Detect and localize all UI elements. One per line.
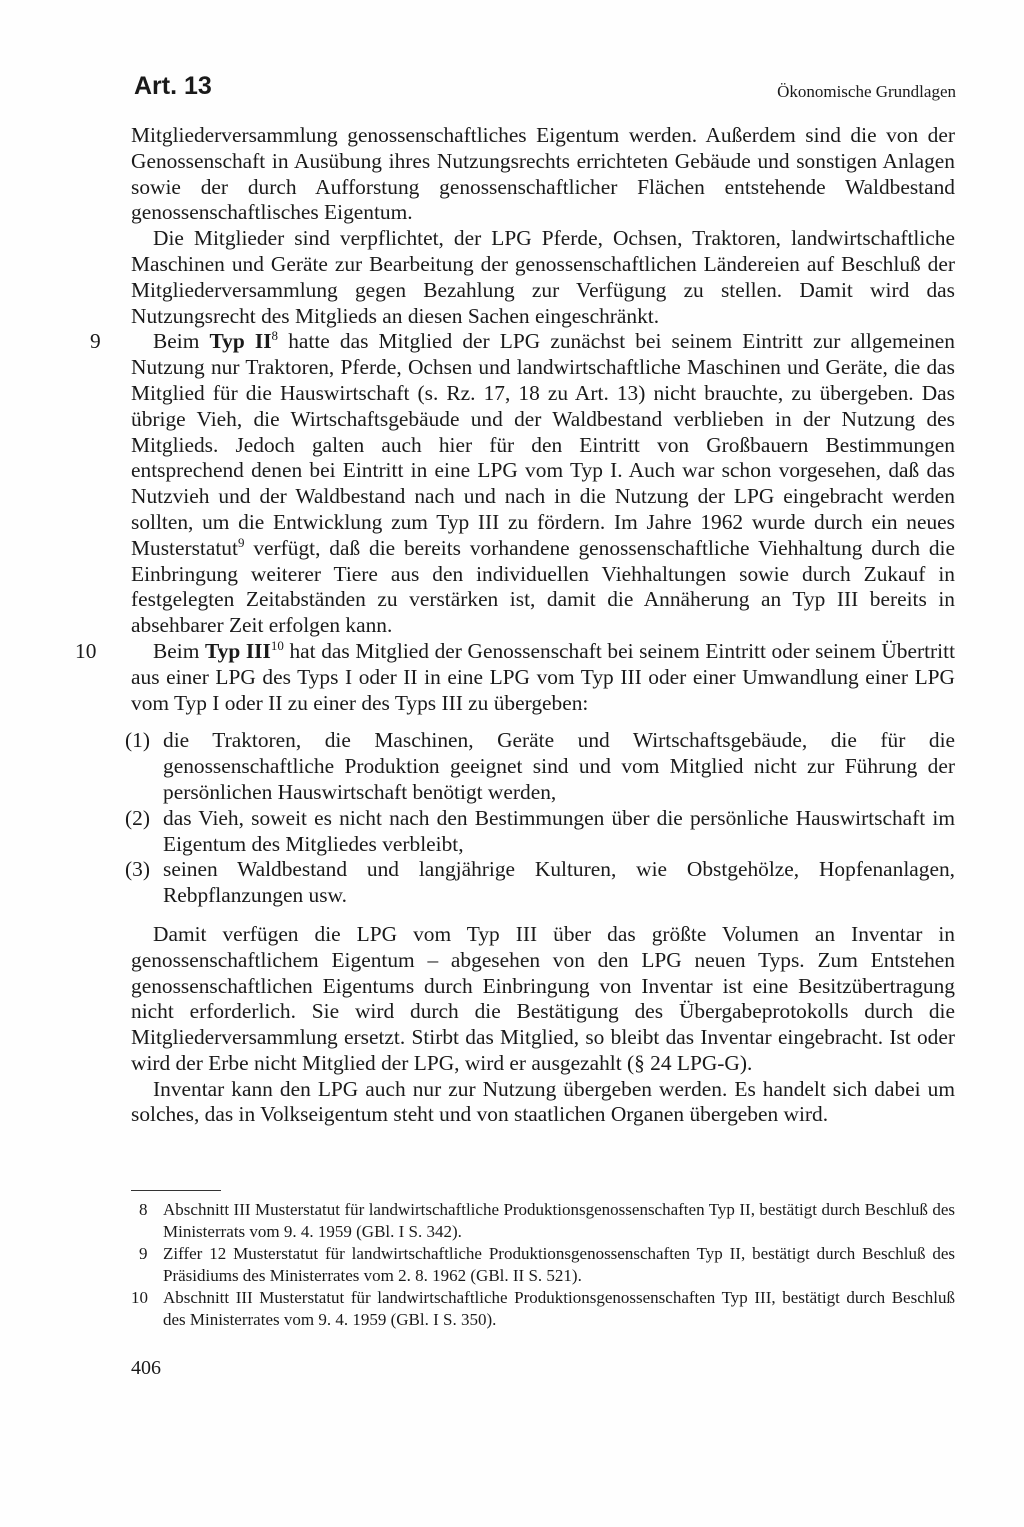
article-heading: Art. 13 — [134, 72, 212, 100]
paragraph-10-text: hat das Mitglied der Genossenschaft bei seinem Eintritt oder seinem Übertritt aus einer LPG des Typs I oder II in eine LPG vom Typ III oder einer Umwandlung einer LPG vom Typ I oder II zu einer des Typs III zu übergeben: — [131, 638, 956, 715]
footnote-ref-8: 8 — [271, 328, 279, 344]
footnote-text: Ziffer 12 Musterstatut für landwirtschaftliche Produktionsgenossenschaften Typ II, bestätigt durch Beschluß des Präsidiums des Ministerrates vom 2. 8. 1962 (GBl. II S. 521). — [163, 1244, 955, 1285]
list-item-number: (2) — [125, 805, 150, 830]
paragraph-10 — [75, 637, 956, 716]
list-item-number: (1) — [125, 728, 150, 753]
footnote-divider — [131, 1190, 221, 1191]
footnote-10 — [131, 1287, 955, 1331]
footnotes — [131, 1190, 955, 1331]
page-number: 406 — [131, 1357, 161, 1379]
list-item-text: seinen Waldbestand und langjährige Kulturen, wie Obstgehölze, Hopfenanlagen, Rebpflanzungen usw. — [163, 857, 955, 908]
running-head: Ökonomische Grundlagen — [777, 82, 956, 101]
footnote-text: Abschnitt III Musterstatut für landwirtschaftliche Produktionsgenossenschaften Typ III, bestätigt durch Beschluß des Ministerrates vom 9. 4. 1959 (GBl. I S. 350). — [163, 1288, 955, 1329]
paragraph-9-lead: Beim — [153, 329, 200, 354]
footnote-number: 10 — [131, 1288, 148, 1307]
footnote-number: 9 — [139, 1244, 148, 1263]
list-item — [125, 857, 955, 909]
paragraph-continuation: Mitgliederversammlung genossenschaftliches Eigentum werden. Außerdem sind die von der Genossenschaft in Ausübung ihres Nutzungsrechts errichteten Gebäude und sonstigen Anlagen sowie der durch Aufforstung genossenschaftlicher Flächen entstehende Waldbestand genossenschaftlisches Eigentum. — [131, 123, 955, 225]
footnote-number: 8 — [139, 1200, 148, 1219]
list-item — [125, 728, 955, 805]
margin-number-9: 9 — [90, 329, 101, 354]
footnote-8 — [131, 1199, 955, 1243]
paragraph-10-lead: Beim — [153, 638, 200, 663]
paragraph-9-term: Typ II — [209, 329, 272, 354]
paragraph-inventory: Inventar kann den LPG auch nur zur Nutzung übergeben werden. Es handelt sich dabei um solches, das in Volkseigentum steht und von staatlichen Organen übergeben wird. — [131, 1076, 955, 1127]
margin-number-10: 10 — [75, 638, 97, 663]
paragraph-9-text-2: verfügt, daß die bereits vorhandene genossenschaftliche Viehhaltung durch die Einbringung weiterer Tiere aus den individuellen Viehhaltungen sowie durch Zukauf in festgelegten Zeitabständen zu verstärken ist, damit die Annäherung an Typ III bereits in absehbarer Zeit erfolgen kann. — [131, 535, 955, 638]
paragraph-volume: Damit verfügen die LPG vom Typ III über das größte Volumen an Inventar in genossenschaftlichem Eigentum – abgesehen von den LPG neuen Typs. Zum Entstehen genossenschaftlichen Eigentums durch Einbringung von Inventar ist eine Besitzübertragung nicht erforderlich. Sie wird durch die Bestätigung des Übergabeprotokolls durch die Mitgliederversammlung ersetzt. Stirbt das Mitglied, so bleibt das Inventar eingebracht. Ist oder wird der Erbe nicht Mitglied der LPG, wird er ausgezahlt (§ 24 LPG-G). — [131, 921, 955, 1075]
paragraph-9-text: hatte das Mitglied der LPG zunächst bei seinem Eintritt zur allgemeinen Nutzung nur Traktoren, Pferde, Ochsen und landwirtschaftliche Maschinen und Geräte, die das Mitglied für die Hauswirtschaft (s. Rz. 17, 18 zu Art. 13) nicht brauchte, zu übergeben. Das übrige Vieh, die Wirtschaftsgebäude und der Waldbestand verblieben in der Nutzung des Mitglieds. Jedoch galten auch hier für den Eintritt von Großbauern Bestimmungen entsprechend denen bei Eintritt in eine LPG vom Typ I. Auch war schon vorgesehen, daß das Nutzvieh und der Waldbestand nach und nach in die Nutzung der LPG eingebracht werden sollten, um die Entwicklung zum Typ III zu fördern. Im Jahre 1962 wurde durch ein neues Musterstatut — [131, 329, 955, 560]
paragraph-9 — [90, 328, 955, 639]
paragraph-10-term: Typ III — [204, 638, 271, 663]
footnote-text: Abschnitt III Musterstatut für landwirtschaftliche Produktionsgenossenschaften Typ II, bestätigt durch Beschluß des Ministerrats vom 9. 4. 1959 (GBl. I S. 342). — [163, 1200, 955, 1241]
list-item-text: das Vieh, soweit es nicht nach den Bestimmungen über die persönliche Hauswirtschaft im Eigentum des Mitgliedes verbleibt, — [163, 805, 955, 856]
footnote-ref-9: 9 — [237, 534, 245, 550]
footnote-ref-10: 10 — [270, 637, 284, 653]
list-item-number: (3) — [125, 857, 150, 882]
list-item-text: die Traktoren, die Maschinen, Geräte und Wirtschaftsgebäude, die für die genossenschaftliche Produktion geeignet sind und vom Mitglied nicht zur Führung der persönlichen Hauswirtschaft benötigt werden, — [163, 728, 955, 804]
transfer-list — [125, 728, 955, 909]
footnote-9 — [131, 1243, 955, 1287]
list-item — [125, 805, 955, 858]
paragraph-members: Die Mitglieder sind verpflichtet, der LPG Pferde, Ochsen, Traktoren, landwirtschaftliche Maschinen und Geräte zur Bearbeitung der genossenschaftlichen Ländereien auf Beschluß der Mitgliederversammlung gegen Bezahlung zur Verfügung zu stellen. Damit wird das Nutzungsrecht des Mitglieds an diesen Sachen eingeschränkt. — [131, 226, 955, 328]
body-text — [75, 123, 956, 1128]
